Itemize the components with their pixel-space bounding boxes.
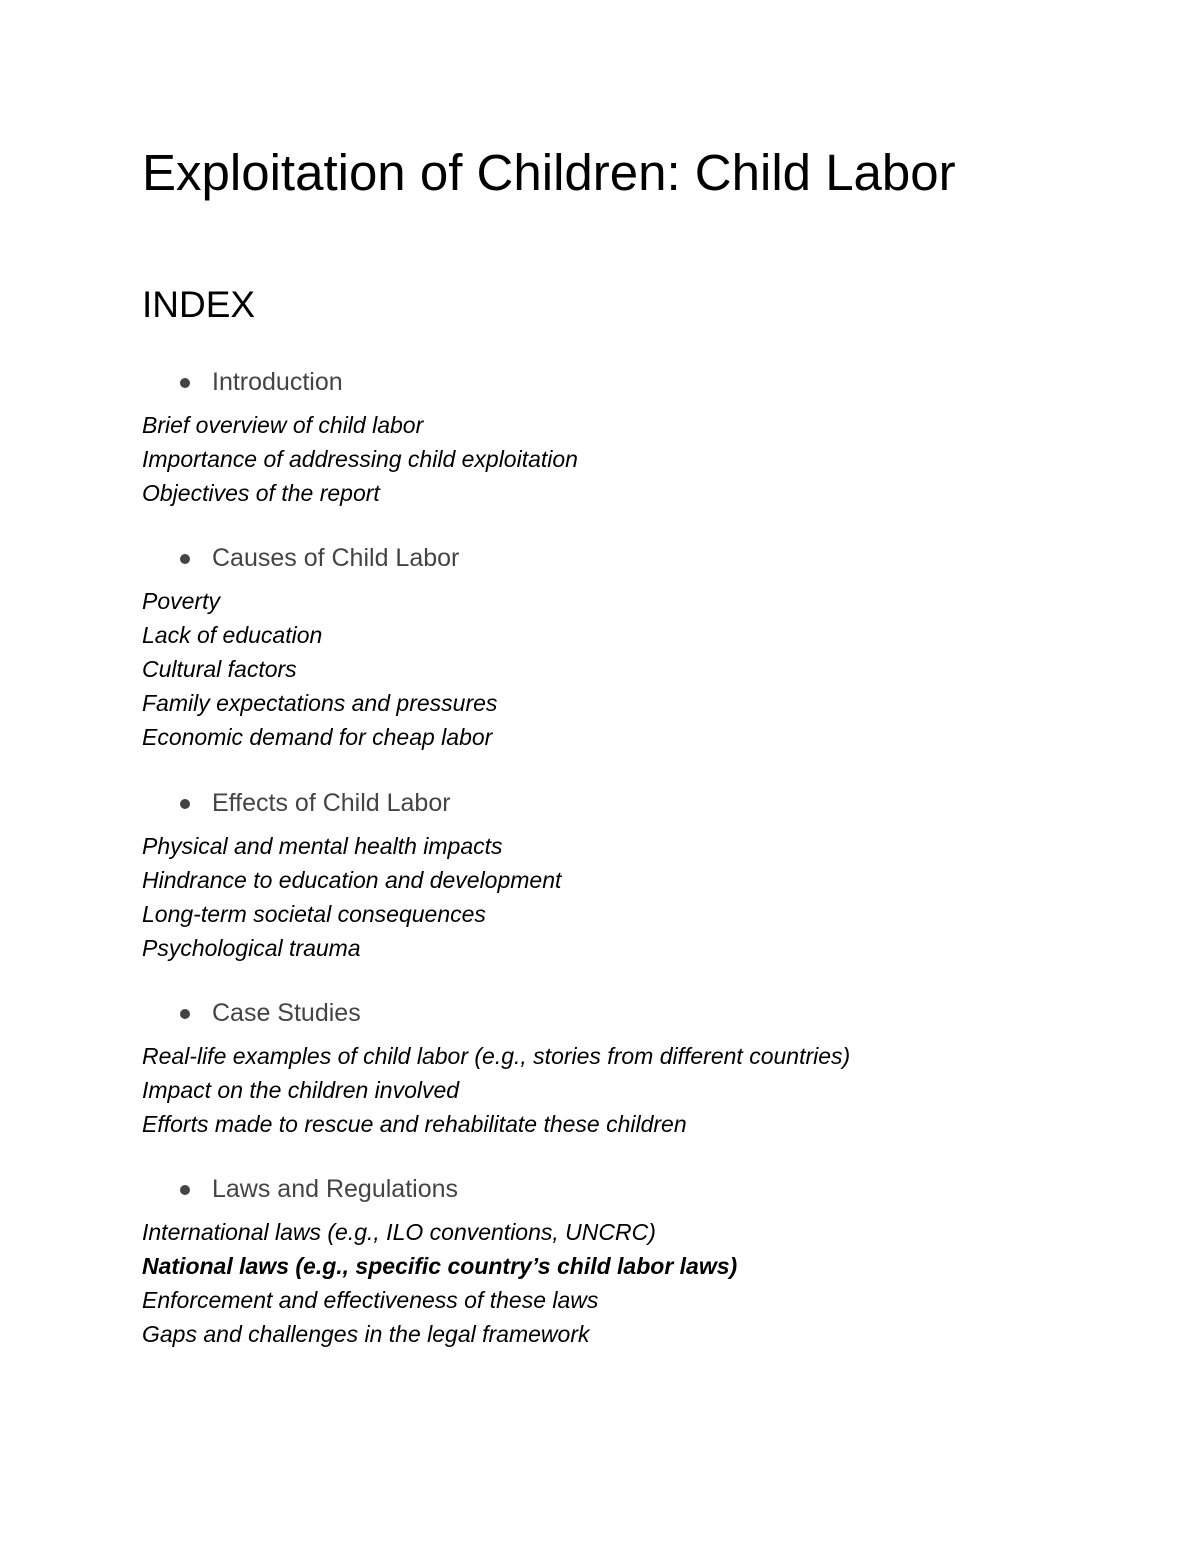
bullet-icon [180,799,190,809]
section-item-list [142,584,1142,754]
list-item: Psychological trauma [142,935,361,961]
section-heading [142,540,1142,576]
section-heading [142,785,1142,821]
section-causes [142,540,1142,754]
list-item: Physical and mental health impacts [142,833,503,859]
list-item: Enforcement and effectiveness of these laws [142,1287,599,1313]
section-laws [142,1171,1142,1351]
section-heading-label: Laws and Regulations [212,1175,458,1203]
section-heading [142,995,1142,1031]
document-title: Exploitation of Children: Child Labor [142,144,956,201]
list-item: Brief overview of child labor [142,412,424,438]
section-heading [142,364,1142,400]
list-item: Cultural factors [142,656,297,682]
section-heading-label: Introduction [212,368,343,396]
list-item: Efforts made to rescue and rehabilitate these children [142,1111,687,1137]
section-item-list [142,408,1142,510]
list-item: Long-term societal consequences [142,901,486,927]
section-item-list [142,829,1142,965]
list-item: Objectives of the report [142,480,380,506]
list-item: Poverty [142,588,220,614]
list-item: Economic demand for cheap labor [142,724,493,750]
section-heading-label: Case Studies [212,999,361,1027]
section-heading-label: Effects of Child Labor [212,789,451,817]
list-item: Real-life examples of child labor (e.g., stories from different countries) [142,1043,851,1069]
section-item-list [142,1039,1142,1141]
list-item: Gaps and challenges in the legal framework [142,1321,590,1347]
section-item-list [142,1215,1142,1351]
section-effects [142,785,1142,965]
section-heading-label: Causes of Child Labor [212,544,460,572]
list-item: International laws (e.g., ILO conventions, UNCRC) [142,1219,656,1245]
list-item: National laws (e.g., specific country’s child labor laws) [142,1253,738,1279]
list-item: Family expectations and pressures [142,690,498,716]
section-heading [142,1171,1142,1207]
list-item: Hindrance to education and development [142,867,562,893]
bullet-icon [180,1009,190,1019]
list-item: Lack of education [142,622,323,648]
section-introduction [142,364,1142,510]
bullet-icon [180,1185,190,1195]
bullet-icon [180,554,190,564]
index-heading: INDEX [142,284,256,325]
list-item: Impact on the children involved [142,1077,460,1103]
list-item: Importance of addressing child exploitation [142,446,578,472]
bullet-icon [180,378,190,388]
section-case-studies [142,995,1142,1141]
